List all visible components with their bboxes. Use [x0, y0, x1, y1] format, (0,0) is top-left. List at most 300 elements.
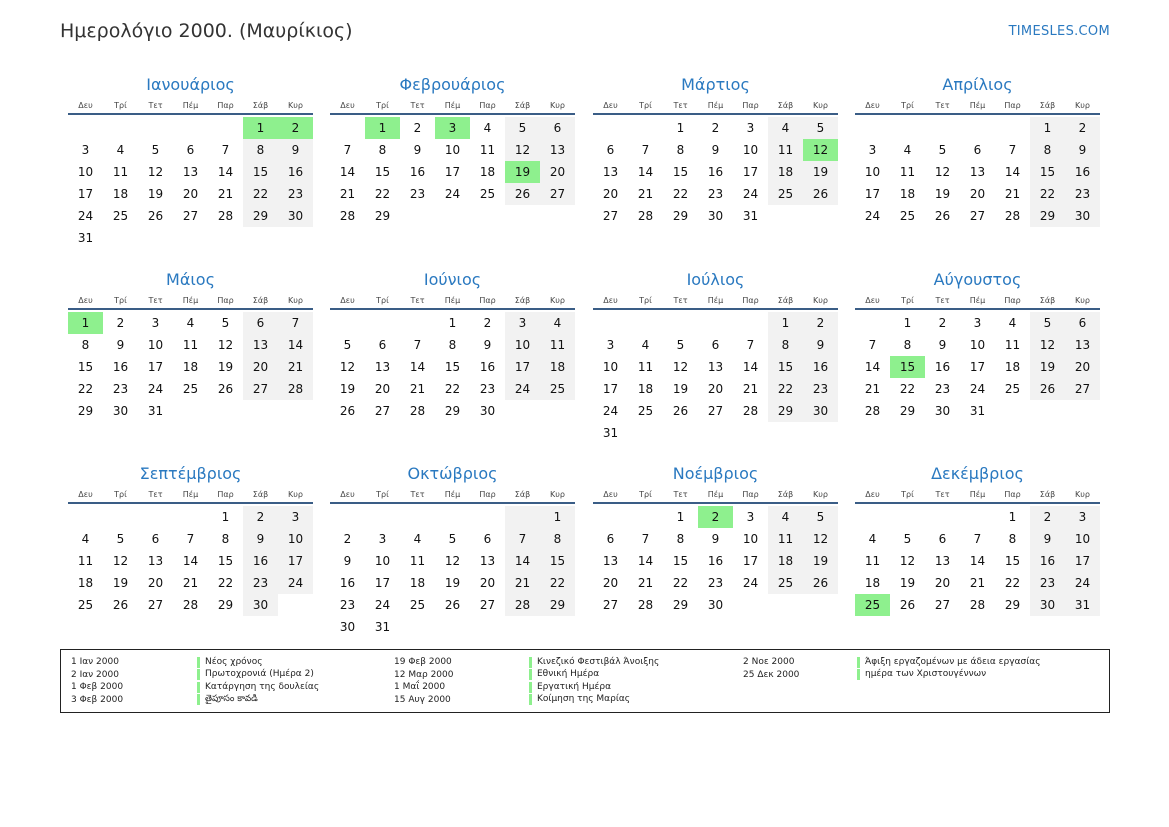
- weekday-label: Σάβ: [514, 296, 531, 305]
- empty-cell: [103, 117, 138, 139]
- weekday-label: Πέμ: [707, 101, 724, 110]
- weekday-header: [330, 490, 575, 504]
- day-cell: 4: [81, 532, 90, 546]
- day-cell: 4: [641, 338, 650, 352]
- day-cell: 13: [969, 165, 986, 179]
- day-cell: 31: [77, 231, 94, 245]
- day-cell: 11: [768, 139, 803, 161]
- day-cell: 13: [602, 165, 619, 179]
- day-cell: 15: [672, 165, 689, 179]
- day-cell: 24: [374, 598, 391, 612]
- day-cell: 25: [855, 594, 890, 616]
- day-cell: 8: [221, 532, 230, 546]
- weekday-label: Κυρ: [1075, 101, 1090, 110]
- day-cell: 24: [864, 209, 881, 223]
- day-cell: 7: [641, 532, 650, 546]
- weekday-label: Παρ: [479, 490, 496, 499]
- day-cell: 15: [768, 356, 803, 378]
- day-grid: [330, 312, 575, 422]
- empty-cell: [400, 312, 435, 334]
- weekday-label: Τετ: [148, 101, 163, 110]
- day-cell: 6: [378, 338, 387, 352]
- empty-cell: [330, 312, 365, 334]
- day-cell: 7: [343, 143, 352, 157]
- empty-cell: [505, 506, 540, 528]
- day-cell: 27: [182, 209, 199, 223]
- holiday-date: 2 Νοε 2000: [743, 657, 795, 668]
- day-cell: 9: [243, 528, 278, 550]
- weekday-label: Τρί: [114, 101, 127, 110]
- day-cell: 24: [1065, 572, 1100, 594]
- day-cell: 25: [637, 404, 654, 418]
- empty-cell: [960, 506, 995, 528]
- weekday-label: Πέμ: [182, 296, 199, 305]
- day-cell: 21: [505, 572, 540, 594]
- day-cell: 30: [707, 598, 724, 612]
- day-cell: 17: [147, 360, 164, 374]
- day-cell: 27: [602, 598, 619, 612]
- day-cell: 12: [899, 554, 916, 568]
- day-cell: 18: [637, 382, 654, 396]
- day-cell: 10: [1065, 528, 1100, 550]
- day-cell: 26: [339, 404, 356, 418]
- day-cell: 17: [374, 576, 391, 590]
- day-cell: 3: [81, 143, 90, 157]
- day-cell: 16: [934, 360, 951, 374]
- weekday-label: Παρ: [479, 296, 496, 305]
- empty-cell: [768, 422, 803, 444]
- day-cell: 19: [803, 550, 838, 572]
- day-cell: 24: [77, 209, 94, 223]
- empty-cell: [1065, 400, 1100, 422]
- day-grid: [68, 117, 313, 249]
- day-cell: 26: [444, 598, 461, 612]
- day-grid: [855, 117, 1100, 227]
- day-cell: 25: [899, 209, 916, 223]
- day-cell: 19: [147, 187, 164, 201]
- day-cell: 1: [243, 117, 278, 139]
- empty-cell: [365, 506, 400, 528]
- holiday-name: ημέρα των Χριστουγέννων: [857, 669, 986, 680]
- day-cell: 14: [278, 334, 313, 356]
- weekday-label: Δευ: [865, 490, 880, 499]
- day-cell: 11: [182, 338, 199, 352]
- day-cell: 23: [112, 382, 129, 396]
- weekday-label: Δευ: [340, 296, 355, 305]
- day-cell: 5: [343, 338, 352, 352]
- weekday-label: Πέμ: [969, 101, 986, 110]
- weekday-label: Πέμ: [707, 490, 724, 499]
- day-cell: 22: [77, 382, 94, 396]
- day-cell: 9: [711, 143, 720, 157]
- weekday-header: [855, 101, 1100, 115]
- day-cell: 5: [116, 532, 125, 546]
- day-cell: 3: [278, 506, 313, 528]
- legend-item: [394, 669, 659, 682]
- day-cell: 22: [1004, 576, 1021, 590]
- day-cell: 15: [77, 360, 94, 374]
- weekday-header: [68, 490, 313, 504]
- day-cell: 17: [864, 187, 881, 201]
- day-grid: [855, 506, 1100, 616]
- day-cell: 27: [243, 378, 278, 400]
- holiday-name: Κοίμηση της Μαρίας: [529, 694, 630, 705]
- weekday-label: Δευ: [865, 101, 880, 110]
- day-cell: 1: [1030, 117, 1065, 139]
- day-cell: 26: [112, 598, 129, 612]
- holiday-name: Κινεζικό Φεστιβάλ Άνοιξης: [529, 657, 659, 668]
- day-cell: 31: [742, 209, 759, 223]
- day-cell: 26: [505, 183, 540, 205]
- day-cell: 11: [540, 334, 575, 356]
- day-cell: 11: [77, 554, 94, 568]
- day-cell: 8: [1030, 139, 1065, 161]
- day-cell: 18: [768, 161, 803, 183]
- day-cell: 23: [479, 382, 496, 396]
- month-name: Σεπτέμβριος: [139, 464, 242, 483]
- weekday-header: [68, 296, 313, 310]
- day-cell: 29: [1004, 598, 1021, 612]
- empty-cell: [628, 117, 663, 139]
- day-cell: 3: [505, 312, 540, 334]
- empty-cell: [855, 117, 890, 139]
- day-cell: 25: [112, 209, 129, 223]
- day-cell: 3: [973, 316, 982, 330]
- weekday-label: Σάβ: [777, 101, 794, 110]
- day-cell: 14: [969, 554, 986, 568]
- weekday-label: Τρί: [376, 101, 389, 110]
- weekday-label: Τετ: [410, 101, 425, 110]
- day-grid: [68, 506, 313, 616]
- day-cell: 19: [505, 161, 540, 183]
- weekday-label: Σάβ: [777, 296, 794, 305]
- day-cell: 11: [768, 528, 803, 550]
- day-cell: 6: [243, 312, 278, 334]
- day-cell: 28: [1004, 209, 1021, 223]
- day-cell: 11: [409, 554, 426, 568]
- day-cell: 18: [1004, 360, 1021, 374]
- day-cell: 20: [147, 576, 164, 590]
- empty-cell: [138, 227, 173, 249]
- weekday-label: Σάβ: [252, 101, 269, 110]
- empty-cell: [173, 117, 208, 139]
- day-cell: 13: [602, 554, 619, 568]
- day-cell: 29: [899, 404, 916, 418]
- empty-cell: [855, 506, 890, 528]
- holiday-date: 19 Φεβ 2000: [394, 657, 452, 668]
- day-cell: 5: [938, 143, 947, 157]
- empty-cell: [768, 205, 803, 227]
- day-cell: 10: [505, 334, 540, 356]
- day-cell: 5: [151, 143, 160, 157]
- empty-cell: [330, 117, 365, 139]
- holiday-name: Νέος χρόνος: [197, 657, 262, 668]
- month-block: [330, 73, 575, 227]
- day-cell: 29: [672, 598, 689, 612]
- day-cell: 11: [864, 554, 881, 568]
- day-cell: 11: [637, 360, 654, 374]
- weekday-label: Παρ: [217, 101, 234, 110]
- weekday-label: Κυρ: [550, 101, 565, 110]
- day-cell: 16: [409, 165, 426, 179]
- legend-item: [71, 669, 319, 682]
- day-cell: 8: [378, 143, 387, 157]
- day-cell: 12: [672, 360, 689, 374]
- weekday-label: Τρί: [901, 101, 914, 110]
- day-cell: 11: [479, 143, 496, 157]
- weekday-label: Σάβ: [514, 101, 531, 110]
- day-cell: 15: [217, 554, 234, 568]
- day-cell: 26: [803, 572, 838, 594]
- day-cell: 12: [505, 139, 540, 161]
- day-cell: 2: [116, 316, 125, 330]
- day-cell: 4: [768, 506, 803, 528]
- weekday-label: Κυρ: [813, 101, 828, 110]
- legend-item: [743, 656, 1040, 669]
- empty-cell: [540, 616, 575, 638]
- weekday-label: Παρ: [217, 490, 234, 499]
- day-cell: 19: [217, 360, 234, 374]
- day-cell: 21: [637, 576, 654, 590]
- month-name: Ιούνιος: [423, 270, 482, 289]
- weekday-label: Πέμ: [182, 490, 199, 499]
- weekday-label: Τετ: [410, 490, 425, 499]
- day-cell: 12: [934, 165, 951, 179]
- day-cell: 24: [505, 378, 540, 400]
- day-cell: 10: [742, 532, 759, 546]
- day-cell: 30: [1030, 594, 1065, 616]
- empty-cell: [470, 506, 505, 528]
- weekday-label: Σάβ: [514, 490, 531, 499]
- day-cell: 2: [1065, 117, 1100, 139]
- day-cell: 12: [444, 554, 461, 568]
- day-cell: 14: [1004, 165, 1021, 179]
- weekday-label: Σάβ: [1039, 296, 1056, 305]
- legend-item: [71, 681, 319, 694]
- holiday-date: 3 Φεβ 2000: [71, 694, 124, 705]
- day-cell: 23: [278, 183, 313, 205]
- day-cell: 16: [479, 360, 496, 374]
- empty-cell: [400, 616, 435, 638]
- day-cell: 20: [602, 187, 619, 201]
- day-cell: 1: [448, 316, 457, 330]
- holiday-date: 1 Ιαν 2000: [71, 657, 119, 668]
- empty-cell: [68, 506, 103, 528]
- day-cell: 28: [182, 598, 199, 612]
- legend-item: [394, 681, 659, 694]
- day-cell: 29: [444, 404, 461, 418]
- day-cell: 30: [243, 594, 278, 616]
- day-cell: 6: [1065, 312, 1100, 334]
- day-cell: 12: [339, 360, 356, 374]
- day-cell: 17: [969, 360, 986, 374]
- empty-cell: [698, 312, 733, 334]
- month-block: [330, 268, 575, 422]
- day-cell: 6: [606, 143, 615, 157]
- day-cell: 12: [803, 139, 838, 161]
- day-cell: 20: [707, 382, 724, 396]
- day-cell: 26: [803, 183, 838, 205]
- day-cell: 8: [676, 143, 685, 157]
- day-cell: 12: [112, 554, 129, 568]
- weekday-label: Παρ: [742, 296, 759, 305]
- day-cell: 24: [444, 187, 461, 201]
- weekday-label: Τετ: [148, 296, 163, 305]
- weekday-label: Τρί: [376, 490, 389, 499]
- day-cell: 22: [374, 187, 391, 201]
- day-cell: 6: [151, 532, 160, 546]
- empty-cell: [663, 312, 698, 334]
- day-cell: 20: [374, 382, 391, 396]
- weekday-label: Κυρ: [288, 490, 303, 499]
- day-cell: 7: [221, 143, 230, 157]
- holiday-name: తైపూసం కావడి: [197, 694, 258, 705]
- empty-cell: [278, 227, 313, 249]
- day-cell: 3: [606, 338, 615, 352]
- weekday-label: Τετ: [935, 296, 950, 305]
- day-cell: 21: [182, 576, 199, 590]
- day-cell: 16: [339, 576, 356, 590]
- month-name: Φεβρουάριος: [399, 75, 506, 94]
- day-cell: 7: [278, 312, 313, 334]
- month-name: Μάρτιος: [681, 75, 750, 94]
- month-block: [855, 268, 1100, 422]
- day-cell: 9: [803, 334, 838, 356]
- legend-column: [743, 656, 1040, 681]
- weekday-label: Δευ: [78, 101, 93, 110]
- weekday-label: Δευ: [865, 296, 880, 305]
- empty-cell: [995, 400, 1030, 422]
- day-cell: 1: [540, 506, 575, 528]
- day-cell: 29: [1030, 205, 1065, 227]
- day-cell: 17: [505, 356, 540, 378]
- day-cell: 18: [899, 187, 916, 201]
- day-cell: 13: [707, 360, 724, 374]
- day-cell: 8: [448, 338, 457, 352]
- day-cell: 16: [803, 356, 838, 378]
- day-cell: 20: [182, 187, 199, 201]
- day-cell: 24: [278, 572, 313, 594]
- day-cell: 30: [278, 205, 313, 227]
- day-cell: 25: [1004, 382, 1021, 396]
- day-cell: 26: [934, 209, 951, 223]
- day-cell: 7: [1008, 143, 1017, 157]
- day-cell: 16: [112, 360, 129, 374]
- legend-item: [394, 656, 659, 669]
- day-cell: 21: [217, 187, 234, 201]
- weekday-label: Πέμ: [969, 490, 986, 499]
- empty-cell: [400, 506, 435, 528]
- day-cell: 10: [147, 338, 164, 352]
- day-cell: 7: [746, 338, 755, 352]
- month-block: [593, 268, 838, 444]
- day-cell: 22: [243, 183, 278, 205]
- day-cell: 17: [602, 382, 619, 396]
- day-cell: 16: [1030, 550, 1065, 572]
- day-cell: 6: [711, 338, 720, 352]
- month-block: [593, 462, 838, 616]
- day-cell: 27: [479, 598, 496, 612]
- day-cell: 6: [606, 532, 615, 546]
- day-cell: 10: [374, 554, 391, 568]
- holiday-name: Εργατική Ημέρα: [529, 682, 611, 693]
- site-link[interactable]: TIMESLES.COM: [1008, 24, 1110, 39]
- day-cell: 10: [864, 165, 881, 179]
- weekday-label: Πέμ: [182, 101, 199, 110]
- weekday-label: Τετ: [935, 101, 950, 110]
- weekday-label: Τρί: [114, 490, 127, 499]
- empty-cell: [435, 506, 470, 528]
- day-cell: 31: [602, 426, 619, 440]
- empty-cell: [173, 227, 208, 249]
- day-cell: 28: [864, 404, 881, 418]
- day-cell: 8: [1008, 532, 1017, 546]
- weekday-label: Πέμ: [444, 490, 461, 499]
- empty-cell: [698, 422, 733, 444]
- day-cell: 2: [343, 532, 352, 546]
- day-cell: 23: [339, 598, 356, 612]
- day-cell: 7: [641, 143, 650, 157]
- empty-cell: [890, 506, 925, 528]
- weekday-label: Σάβ: [1039, 101, 1056, 110]
- weekday-label: Πέμ: [707, 296, 724, 305]
- day-cell: 23: [1065, 183, 1100, 205]
- day-cell: 2: [278, 117, 313, 139]
- day-cell: 5: [448, 532, 457, 546]
- empty-cell: [593, 312, 628, 334]
- day-cell: 7: [868, 338, 877, 352]
- day-cell: 24: [147, 382, 164, 396]
- month-block: [330, 462, 575, 638]
- day-cell: 27: [374, 404, 391, 418]
- day-cell: 20: [479, 576, 496, 590]
- day-cell: 23: [707, 187, 724, 201]
- day-cell: 18: [409, 576, 426, 590]
- day-cell: 28: [637, 209, 654, 223]
- day-cell: 24: [742, 576, 759, 590]
- month-name: Αύγουστος: [933, 270, 1022, 289]
- day-cell: 27: [147, 598, 164, 612]
- day-cell: 20: [602, 576, 619, 590]
- day-cell: 6: [540, 117, 575, 139]
- empty-cell: [278, 400, 313, 422]
- legend-column: [71, 656, 319, 706]
- empty-cell: [365, 312, 400, 334]
- day-grid: [68, 312, 313, 422]
- empty-cell: [278, 594, 313, 616]
- day-cell: 21: [339, 187, 356, 201]
- empty-cell: [960, 117, 995, 139]
- holiday-date: 2 Ιαν 2000: [71, 669, 119, 680]
- day-cell: 21: [278, 356, 313, 378]
- empty-cell: [505, 400, 540, 422]
- empty-cell: [733, 312, 768, 334]
- day-cell: 4: [868, 532, 877, 546]
- day-cell: 8: [903, 338, 912, 352]
- day-cell: 4: [186, 316, 195, 330]
- day-cell: 19: [899, 576, 916, 590]
- day-cell: 1: [1008, 510, 1017, 524]
- day-cell: 10: [602, 360, 619, 374]
- day-cell: 26: [1030, 378, 1065, 400]
- day-cell: 14: [409, 360, 426, 374]
- day-cell: 22: [899, 382, 916, 396]
- day-cell: 28: [637, 598, 654, 612]
- day-cell: 22: [540, 572, 575, 594]
- day-cell: 30: [803, 400, 838, 422]
- day-cell: 11: [899, 165, 916, 179]
- day-cell: 12: [217, 338, 234, 352]
